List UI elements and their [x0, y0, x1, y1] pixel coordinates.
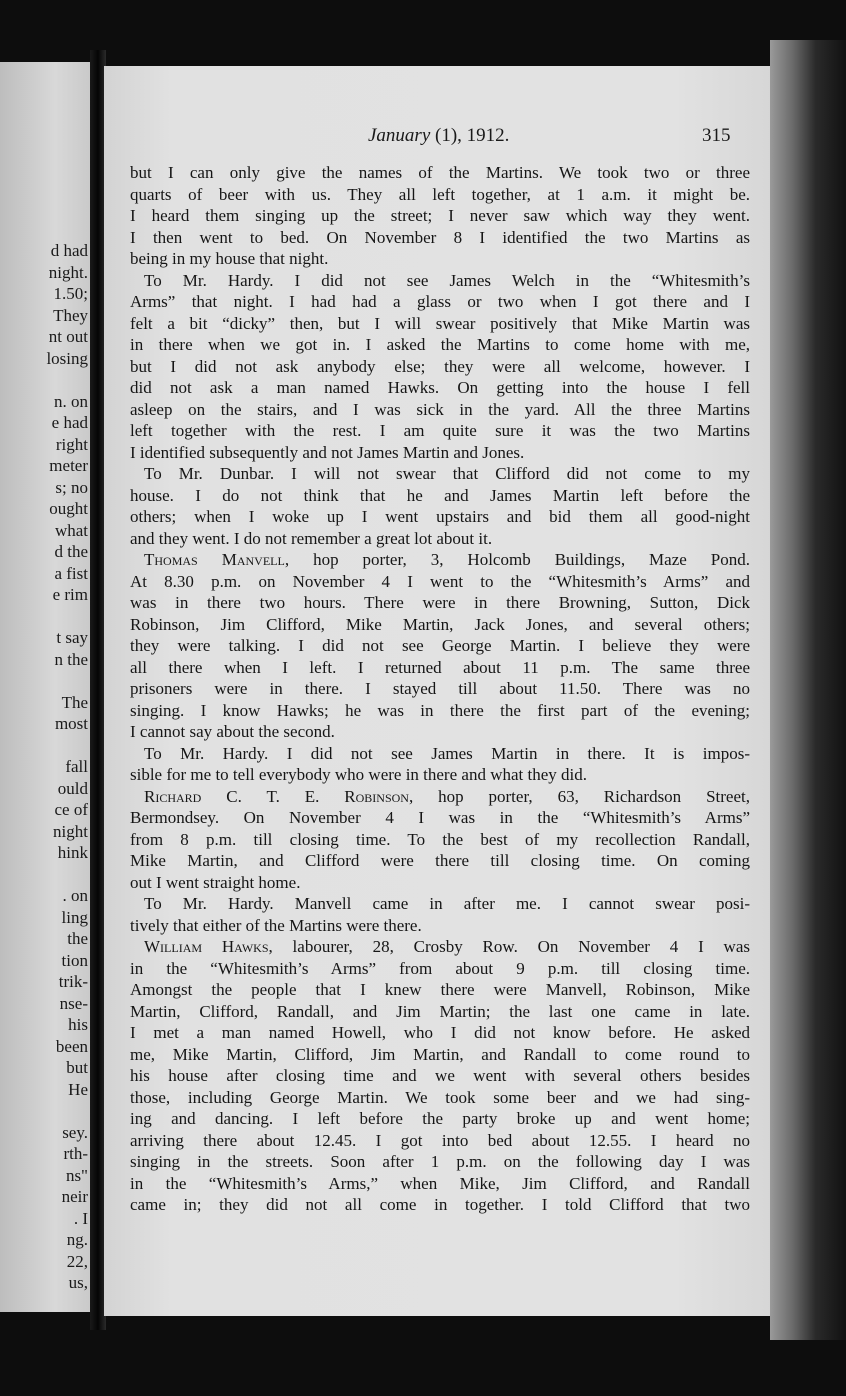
- text-line: [130, 1194, 750, 1216]
- previous-page-fragment: us,: [68, 1273, 88, 1292]
- previous-page-fragment: most: [54, 714, 88, 733]
- previous-page-fragment: . I: [73, 1208, 88, 1228]
- previous-page-fragment: fall: [65, 757, 88, 776]
- text-line-content: , hop porter, 3, Holcomb Buildings, Maze Pond.: [284, 550, 750, 569]
- text-line: [130, 657, 750, 679]
- text-line: [130, 958, 750, 980]
- text-line-content: being in my house that night.: [130, 249, 329, 268]
- text-line: [130, 205, 750, 227]
- previous-page-fragment: been: [55, 1036, 88, 1056]
- text-line: [130, 227, 750, 249]
- text-line-content: To Mr. Hardy. I did not see James Martin in there. It is impos-: [144, 743, 750, 763]
- text-line-content: in there when we got in. I asked the Martins to come home with me,: [130, 335, 750, 354]
- previous-page-fragment: neir: [61, 1187, 88, 1206]
- previous-page-fragment: n. on: [54, 391, 88, 411]
- witness-name: Thomas Manvell: [144, 550, 285, 569]
- previous-page-fragment: meter: [49, 456, 88, 475]
- text-line: [130, 721, 750, 743]
- text-line-content: felt a bit “dicky” then, but I will swear positively that Mike Martin was: [130, 313, 750, 333]
- text-line: [130, 872, 750, 894]
- previous-page-fragment: but: [66, 1058, 88, 1077]
- previous-page-fragment: [0, 606, 88, 628]
- text-line: [130, 743, 750, 765]
- text-line-content: Martin, Clifford, Randall, and Jim Martin; the last one came in late.: [130, 1001, 750, 1021]
- previous-page-fragment: n the: [54, 649, 88, 669]
- text-line-content: I met a man named Howell, who I did not know before. He asked: [130, 1023, 750, 1042]
- text-line: [130, 614, 750, 636]
- previous-page-fragment: ought: [49, 499, 88, 518]
- text-line-content: house. I do not think that he and James Martin left before the: [130, 485, 750, 505]
- text-line-content: Arms” that night. I had had a glass or two when I got there and I: [130, 292, 750, 311]
- running-title-date: (1), 1912.: [435, 125, 510, 146]
- text-line: [130, 334, 750, 356]
- previous-page-fragment: right: [55, 434, 88, 454]
- page-header: [110, 125, 740, 151]
- text-line: [130, 1044, 750, 1066]
- page-number: 315: [702, 125, 731, 146]
- text-line-content: was in there two hours. There were in there Browning, Sutton, Dick: [130, 593, 750, 612]
- previous-page-fragment: [0, 735, 88, 757]
- previous-page-fragment: tion: [61, 950, 88, 970]
- previous-page-fragment: [0, 369, 88, 391]
- text-line-content: but I can only give the names of the Martins. We took two or three: [130, 163, 750, 182]
- text-line-content: did not ask a man named Hawks. On getting into the house I fell: [130, 378, 750, 397]
- previous-page-edge: [0, 62, 92, 1312]
- previous-page-fragment: 1.50;: [53, 284, 88, 303]
- previous-page-fragment: [0, 864, 88, 886]
- text-line: [130, 936, 750, 958]
- text-line-content: left together with the rest. I am quite sure it was the two Martins: [130, 421, 750, 440]
- previous-page-fragment: hink: [57, 843, 88, 862]
- previous-page-fragment: losing: [46, 348, 88, 368]
- witness-name: William Hawks: [144, 937, 269, 956]
- text-line-content: asleep on the stairs, and I was sick in the yard. All the three Martins: [130, 399, 750, 419]
- text-line-content: singing in the streets. Soon after 1 p.m. on the following day I was: [130, 1152, 750, 1171]
- text-line: [130, 291, 750, 313]
- previous-page-fragment: nt out: [48, 327, 88, 346]
- text-line-content: To Mr. Hardy. Manvell came in after me. I cannot swear posi-: [144, 894, 750, 913]
- previous-page-fragment: [0, 670, 88, 692]
- text-line-content: To Mr. Dunbar. I will not swear that Clifford did not come to my: [144, 464, 750, 483]
- previous-page-fragment: nse-: [59, 993, 88, 1013]
- previous-page-fragment: ng.: [66, 1230, 88, 1249]
- body-text: [130, 162, 750, 1216]
- text-line: [130, 850, 750, 872]
- text-line-content: me, Mike Martin, Clifford, Jim Martin, and Randall to come round to: [130, 1044, 750, 1064]
- text-line-content: Robinson, Jim Clifford, Mike Martin, Jack Jones, and several others;: [130, 614, 750, 634]
- text-line-content: in the “Whitesmith’s Arms,” when Mike, Jim Clifford, and Randall: [130, 1173, 750, 1193]
- previous-page-fragment: trik-: [58, 972, 88, 991]
- text-line-content: but I did not ask anybody else; they were all welcome, however. I: [130, 356, 750, 376]
- text-line: [130, 184, 750, 206]
- text-line-content: Bermondsey. On November 4 I was in the “Whitesmith’s Arms”: [130, 808, 750, 827]
- text-line: [130, 162, 750, 184]
- text-line-content: Amongst the people that I knew there were Manvell, Robinson, Mike: [130, 980, 750, 999]
- text-line-content: others; when I woke up I went upstairs and bid them all good-night: [130, 507, 750, 526]
- text-line: [130, 678, 750, 700]
- text-line: [130, 356, 750, 378]
- text-line-content: sible for me to tell everybody who were in there and what they did.: [130, 765, 587, 784]
- text-line-content: tively that either of the Martins were there.: [130, 915, 422, 935]
- previous-page-fragment: ce of: [54, 800, 88, 819]
- text-line: [130, 1151, 750, 1173]
- running-title: [368, 125, 509, 147]
- text-line-content: I heard them singing up the street; I never saw which way they went.: [130, 206, 750, 225]
- text-line: [130, 764, 750, 786]
- text-line-content: Mike Martin, and Clifford were there till closing time. On coming: [130, 851, 750, 870]
- text-line-content: I then went to bed. On November 8 I identified the two Martins as: [130, 227, 750, 247]
- text-line-content: prisoners were in there. I stayed till about 11.50. There was no: [130, 679, 750, 698]
- text-line: [130, 786, 750, 808]
- text-line-content: arriving there about 12.45. I got into bed about 12.55. I heard no: [130, 1130, 750, 1150]
- text-line: [130, 807, 750, 829]
- text-line: [130, 979, 750, 1001]
- text-line-content: ing and dancing. I left before the party broke up and went home;: [130, 1109, 750, 1128]
- text-line-content: in the “Whitesmith’s Arms” from about 9 p.m. till closing time.: [130, 958, 750, 978]
- previous-page-fragment: rth-: [63, 1144, 88, 1163]
- previous-page-text-fragments: [0, 240, 88, 1294]
- text-line: [130, 829, 750, 851]
- text-line: [130, 1022, 750, 1044]
- text-line: [130, 915, 750, 937]
- text-line: [130, 571, 750, 593]
- text-line: [130, 592, 750, 614]
- previous-page-fragment: ling: [61, 907, 88, 927]
- previous-page-fragment: e rim: [52, 585, 88, 604]
- previous-page-fragment: sey.: [62, 1122, 88, 1142]
- text-line: [130, 270, 750, 292]
- text-line-content: To Mr. Hardy. I did not see James Welch in the “Whitesmith’s: [144, 270, 750, 290]
- previous-page-fragment: [0, 1100, 88, 1122]
- previous-page-fragment: his: [68, 1015, 88, 1034]
- text-line: [130, 506, 750, 528]
- previous-page-fragment: night: [53, 821, 88, 841]
- text-line: [130, 442, 750, 464]
- previous-page-fragment: what: [54, 520, 88, 540]
- page-edge-shadow: [770, 40, 846, 1340]
- previous-page-fragment: 22,: [66, 1251, 88, 1271]
- text-line: [130, 700, 750, 722]
- text-line: [130, 485, 750, 507]
- text-line: [130, 248, 750, 270]
- previous-page-fragment: t say: [56, 628, 88, 647]
- previous-page-fragment: He: [68, 1079, 88, 1099]
- previous-page-fragment: They: [53, 305, 88, 325]
- text-line-content: , hop porter, 63, Richardson Street,: [408, 786, 750, 806]
- text-line-content: and they went. I do not remember a great lot about it.: [130, 528, 493, 548]
- text-line-content: from 8 p.m. till closing time. To the best of my recollection Randall,: [130, 829, 750, 849]
- text-line-content: came in; they did not all come in together. I told Clifford that two: [130, 1195, 750, 1214]
- text-line: [130, 463, 750, 485]
- previous-page-fragment: a fist: [54, 563, 88, 583]
- text-line: [130, 1130, 750, 1152]
- text-line: [130, 1108, 750, 1130]
- text-line: [130, 549, 750, 571]
- text-line: [130, 635, 750, 657]
- text-line: [130, 377, 750, 399]
- text-line-content: I cannot say about the second.: [130, 722, 335, 741]
- text-line: [130, 1065, 750, 1087]
- text-line: [130, 313, 750, 335]
- text-line-content: At 8.30 p.m. on November 4 I went to the “Whitesmith’s Arms” and: [130, 571, 750, 591]
- text-line-content: those, including George Martin. We took some beer and we had sing-: [130, 1087, 750, 1107]
- text-line: [130, 1173, 750, 1195]
- previous-page-fragment: e had: [51, 413, 88, 432]
- text-line-content: his house after closing time and we went with several others besides: [130, 1066, 750, 1085]
- text-line-content: , labourer, 28, Crosby Row. On November 4 I was: [268, 937, 750, 956]
- previous-page-fragment: The: [61, 692, 88, 712]
- running-title-month: January: [368, 125, 431, 146]
- text-line-content: out I went straight home.: [130, 872, 301, 892]
- text-line-content: singing. I know Hawks; he was in there the first part of the evening;: [130, 700, 750, 720]
- text-line-content: quarts of beer with us. They all left together, at 1 a.m. it might be.: [130, 184, 750, 204]
- previous-page-fragment: d the: [54, 542, 88, 561]
- previous-page-fragment: ould: [57, 778, 88, 798]
- previous-page-fragment: s; no: [55, 477, 88, 497]
- text-line-content: I identified subsequently and not James Martin and Jones.: [130, 442, 525, 462]
- text-line: [130, 399, 750, 421]
- text-line-content: all there when I left. I returned about 11 p.m. The same three: [130, 657, 750, 677]
- previous-page-fragment: . on: [62, 886, 88, 905]
- previous-page-fragment: d had: [50, 241, 88, 260]
- text-line: [130, 1001, 750, 1023]
- previous-page-fragment: the: [67, 929, 88, 948]
- text-line: [130, 420, 750, 442]
- text-line: [130, 893, 750, 915]
- witness-name: Richard C. T. E. Robinson: [144, 786, 409, 806]
- previous-page-fragment: ns": [65, 1165, 88, 1185]
- text-line-content: they were talking. I did not see George Martin. I believe they were: [130, 636, 750, 655]
- text-line: [130, 528, 750, 550]
- previous-page-fragment: night.: [48, 262, 88, 282]
- text-line: [130, 1087, 750, 1109]
